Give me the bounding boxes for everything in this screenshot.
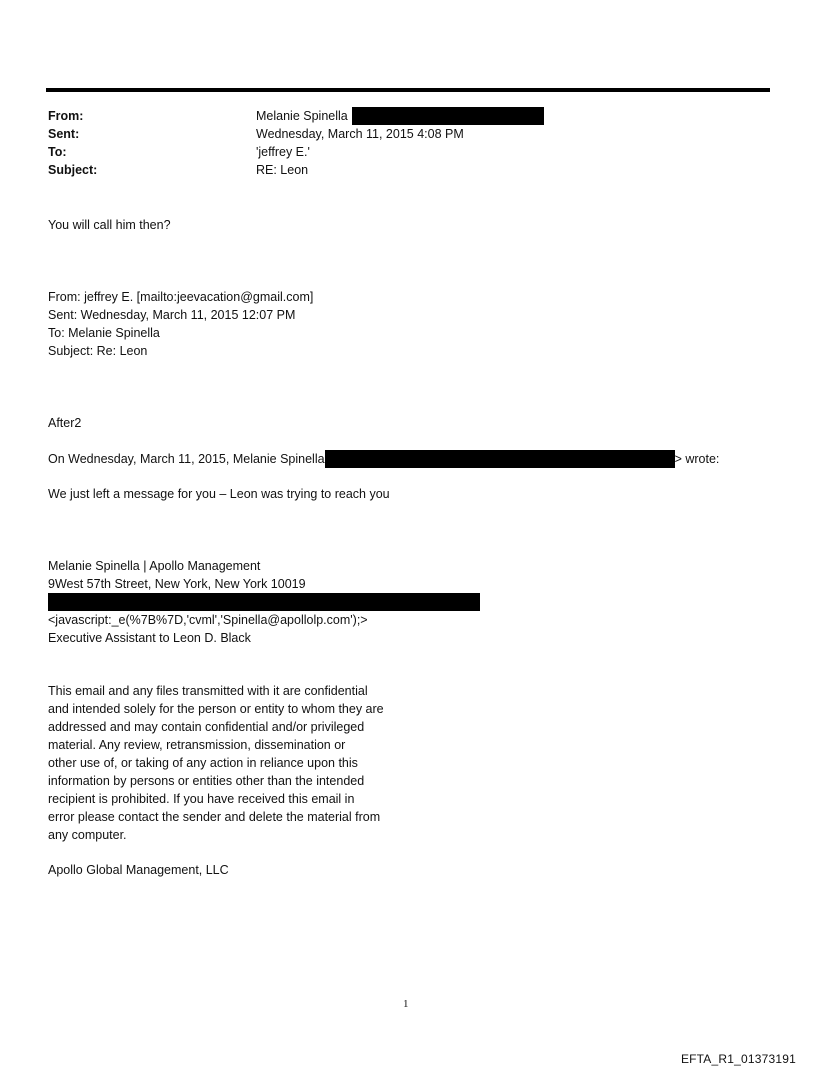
quoted-intro-suffix: > wrote: [674, 452, 720, 466]
disclaimer-line: recipient is prohibited. If you have received this email in [48, 792, 355, 806]
signature [48, 557, 480, 647]
disclaimer-line: error please contact the sender and delete the material from [48, 810, 381, 824]
sent-value: Wednesday, March 11, 2015 4:08 PM [256, 127, 464, 141]
bates-number: EFTA_R1_01373191 [680, 1052, 796, 1066]
to-label: To: [48, 145, 67, 159]
quoted-intro-prefix: On Wednesday, March 11, 2015, Melanie Spinella [48, 452, 325, 466]
forwarded-subject: Subject: Re: Leon [48, 344, 148, 358]
header-rule [46, 88, 770, 92]
disclaimer-line: material. Any review, retransmission, dissemination or [48, 738, 346, 752]
disclaimer-line: This email and any files transmitted with it are confidential [48, 684, 368, 698]
disclaimer-line: and intended solely for the person or entity to whom they are [48, 702, 384, 716]
to-value: 'jeffrey E.' [256, 145, 310, 159]
signature-link: <javascript:_e(%7B%7D,'cvml','Spinella@apollolp.com');> [48, 613, 368, 627]
disclaimer-line: other use of, or taking of any action in reliance upon this [48, 756, 358, 770]
quoted-body: We just left a message for you – Leon was trying to reach you [48, 487, 390, 501]
disclaimer-line: information by persons or entities other than the intended [48, 774, 365, 788]
from-value: Melanie Spinella [256, 109, 348, 123]
forwarded-header [48, 288, 313, 360]
reply-body: You will call him then? [48, 218, 171, 232]
forwarded-sent: Sent: Wednesday, March 11, 2015 12:07 PM [48, 308, 296, 322]
from-label: From: [48, 109, 84, 123]
quoted-intro [48, 450, 719, 468]
forwarded-to: To: Melanie Spinella [48, 326, 160, 340]
sent-label: Sent: [48, 127, 80, 141]
forwarded-from: From: jeffrey E. [mailto:jeevacation@gmail.com] [48, 290, 314, 304]
signature-name: Melanie Spinella | Apollo Management [48, 559, 261, 573]
page-number: 1 [403, 998, 409, 1010]
disclaimer-line: addressed and may contain confidential and/or privileged [48, 720, 365, 734]
disclaimer-line: any computer. [48, 828, 127, 842]
signature-title: Executive Assistant to Leon D. Black [48, 631, 251, 645]
after-body: After2 [48, 416, 82, 430]
from-row [48, 107, 544, 125]
to-row [48, 143, 544, 161]
subject-value: RE: Leon [256, 163, 309, 177]
redaction-block [48, 593, 480, 611]
redaction-block [325, 450, 675, 468]
sent-row [48, 125, 544, 143]
company-name: Apollo Global Management, LLC [48, 863, 229, 877]
email-header [48, 107, 544, 179]
redaction-block [352, 107, 544, 125]
disclaimer [48, 682, 384, 844]
signature-address: 9West 57th Street, New York, New York 10019 [48, 577, 306, 591]
subject-label: Subject: [48, 163, 98, 177]
subject-row [48, 161, 544, 179]
